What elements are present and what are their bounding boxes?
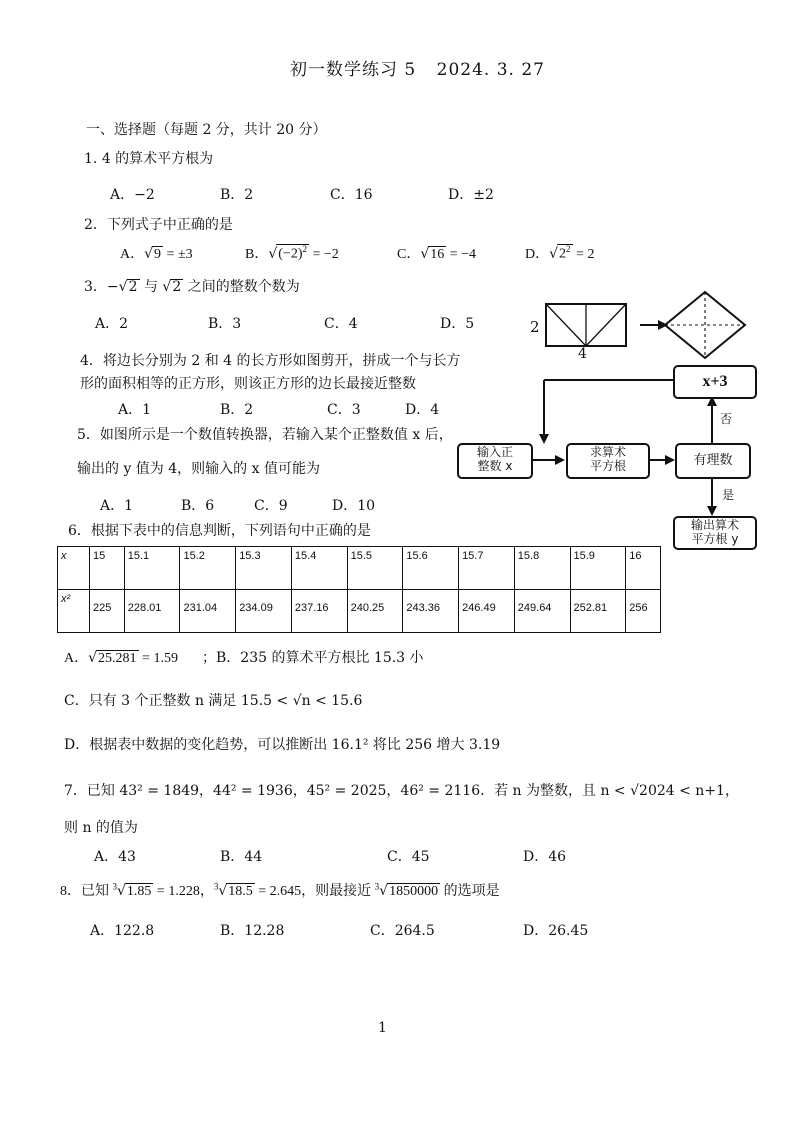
q2-option-a: A．√9 = ±3: [120, 246, 193, 262]
page-number: 1: [378, 1020, 387, 1036]
q8-option-c: C．264.5: [370, 923, 435, 939]
flow-input-box: 输入正 整数 x: [457, 443, 533, 479]
table-cell: 15.3: [236, 547, 292, 590]
table-cell: 246.49: [459, 590, 515, 633]
q2-option-b: B．$√(-2)^2 = -2$: [245, 244, 339, 262]
table-cell: 252.81: [570, 590, 626, 633]
q6-option-b: ；B．235 的算术平方根比 15.3 小: [202, 650, 424, 666]
q6-option-a: A．√25.281 = 1.59: [64, 650, 178, 666]
table-cell: 249.64: [514, 590, 570, 633]
q6-stem: 6．根据下表中的信息判断，下列语句中正确的是: [68, 523, 371, 539]
table-row-x: [58, 547, 661, 590]
q8-option-b: B．12.28: [220, 923, 285, 939]
table-cell: 15.2: [180, 547, 236, 590]
q2-option-d: D．$√2^2 = 2$: [525, 244, 595, 262]
flow-sqrt-box: 求算术 平方根: [566, 443, 650, 479]
table-cell: 15: [90, 547, 125, 590]
table-cell: 15.1: [124, 547, 180, 590]
title-text: 初一数学练习 5: [290, 60, 417, 80]
flow-yes-label: 是: [722, 488, 735, 502]
q7-stem-line2: 则 n 的值为: [64, 820, 138, 836]
q1-option-d: D．±2: [448, 187, 494, 203]
table-cell: 16: [626, 547, 661, 590]
q5-option-b: B．6: [181, 498, 215, 514]
q4-stem-line2: 形的面积相等的正方形，则该正方形的边长最接近整数: [80, 376, 416, 392]
q3-option-d: D．5: [440, 316, 475, 332]
table-cell: 234.09: [236, 590, 292, 633]
q5-stem-line1: 5．如图所示是一个数值转换器，若输入某个正整数值 x 后，: [77, 427, 453, 443]
q8-option-a: A．122.8: [90, 923, 155, 939]
table-cell: 15.7: [459, 547, 515, 590]
q2-option-c: C．√16 = −4: [397, 246, 477, 262]
q4-option-a: A．1: [118, 402, 152, 418]
q5-option-c: C．9: [254, 498, 288, 514]
table-cell: 15.9: [570, 547, 626, 590]
flow-check-box: 有理数: [675, 443, 751, 479]
square-table: [57, 546, 661, 633]
q7-option-b: B．44: [220, 849, 263, 865]
table-cell: 231.04: [180, 590, 236, 633]
q5-stem-line2: 输出的 y 值为 4，则输入的 x 值可能为: [77, 461, 320, 477]
rect-side-label: 2: [530, 318, 540, 336]
q1-option-b: B．2: [220, 187, 254, 203]
title-date: 2024. 3. 27: [436, 60, 545, 80]
q3-option-c: C．4: [324, 316, 358, 332]
q8-stem: 8．已知 $^3$√1.85 = 1.228，$^3$√18.5 = 2.645，则最接近 $^3$√1850000 的选项是: [60, 881, 500, 899]
section-heading: 一、选择题（每题 2 分，共计 20 分）: [86, 122, 327, 138]
q2-stem: 2．下列式子中正确的是: [84, 217, 233, 233]
q6-option-d: D．根据表中数据的变化趋势，可以推断出 16.1² 将比 256 增大 3.19: [64, 737, 501, 753]
table-cell: 225: [90, 590, 125, 633]
q5-option-d: D．10: [332, 498, 376, 514]
q8-option-d: D．26.45: [523, 923, 589, 939]
q3-option-b: B．3: [208, 316, 242, 332]
q4-option-c: C．3: [327, 402, 361, 418]
q1-option-c: C．16: [330, 187, 373, 203]
q1-option-a: A．−2: [110, 187, 155, 203]
q7-option-a: A．43: [94, 849, 136, 865]
table-cell: 15.8: [514, 547, 570, 590]
q7-stem-line1: 7．已知 43² = 1849，44² = 1936，45² = 2025，46² = 2116．若 n 为整数，且 n < √2024 < n+1，: [64, 783, 739, 799]
q1-stem: 1. 4 的算术平方根为: [84, 151, 214, 167]
table-cell: 237.16: [291, 590, 347, 633]
q3-stem: 3．−√2 与 √2 之间的整数个数为: [84, 279, 300, 295]
table-cell: 256: [626, 590, 661, 633]
q4-option-b: B．2: [220, 402, 254, 418]
table-cell: 243.36: [403, 590, 459, 633]
table-header-x: x: [58, 547, 90, 590]
table-cell: 15.5: [347, 547, 403, 590]
q6-option-c: C．只有 3 个正整数 n 满足 15.5 < √n < 15.6: [64, 693, 363, 709]
q4-stem-line1: 4．将边长分别为 2 和 4 的长方形如图剪开，拼成一个与长方: [80, 353, 461, 369]
table-cell: 240.25: [347, 590, 403, 633]
rect-bottom-label: 4: [578, 346, 587, 362]
q5-option-a: A．1: [100, 498, 134, 514]
q4-option-d: D．4: [405, 402, 440, 418]
q7-option-c: C．45: [387, 849, 430, 865]
table-cell: 228.01: [124, 590, 180, 633]
table-cell: 15.6: [403, 547, 459, 590]
flow-no-label: 否: [720, 412, 733, 426]
table-header-x2: x²: [58, 590, 90, 633]
q3-option-a: A．2: [95, 316, 129, 332]
flow-add-box: x+3: [673, 365, 757, 399]
table-cell: 15.4: [291, 547, 347, 590]
flow-output-box: 输出算术 平方根 y: [673, 516, 757, 550]
q4-figure: [540, 288, 755, 360]
page-title: [290, 55, 545, 80]
table-row-x2: [58, 590, 661, 633]
q7-option-d: D．46: [523, 849, 567, 865]
